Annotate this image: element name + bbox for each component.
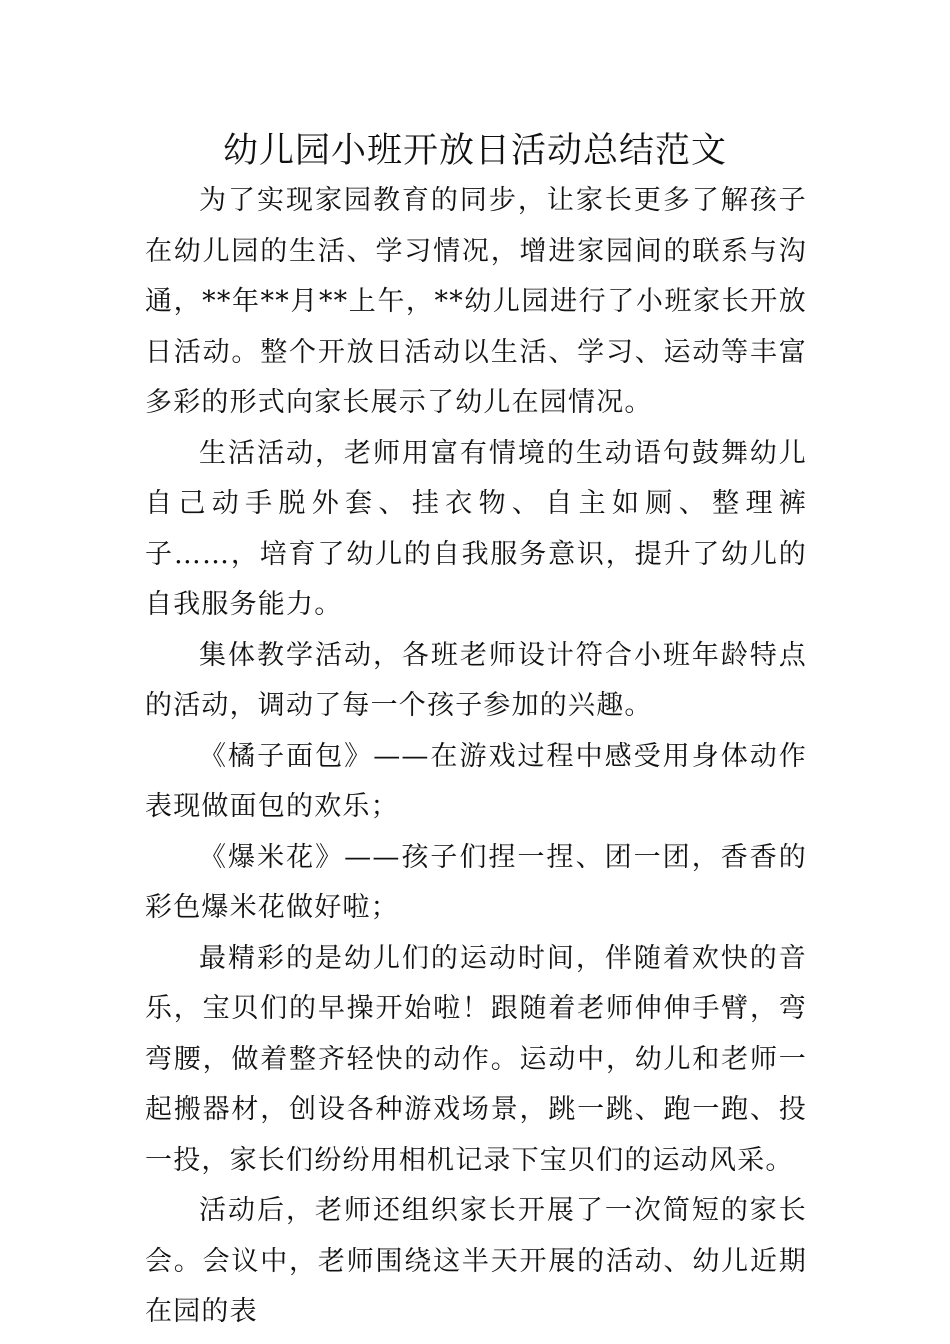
paragraph-teaching-activity: 集体教学活动，各班老师设计符合小班年龄特点的活动，调动了每一个孩子参加的兴趣。: [145, 639, 807, 721]
document-body: [145, 176, 807, 1338]
paragraph-sports-time: 最精彩的是幼儿们的运动时间，伴随着欢快的音乐，宝贝们的早操开始啦！跟随着老师伸伸手臂，弯弯腰，做着整齐轻快的动作。运动中，幼儿和老师一起搬器材，创设各种游戏场景，跳一跳、跑一跑、投一投，家长们纷纷用相机记录下宝贝们的运动风采。: [145, 942, 807, 1176]
paragraph-intro: 为了实现家园教育的同步，让家长更多了解孩子在幼儿园的生活、学习情况，增进家园间的联系与沟通，**年**月**上午，**幼儿园进行了小班家长开放日活动。整个开放日活动以生活、学习、运动等丰富多彩的形式向家长展示了幼儿在园情况。: [145, 185, 807, 418]
paragraph-life-activity: 生活活动，老师用富有情境的生动语句鼓舞幼儿自己动手脱外套、挂衣物、自主如厕、整理裤子……，培育了幼儿的自我服务意识，提升了幼儿的自我服务能力。: [145, 437, 807, 620]
paragraph-popcorn: 《爆米花》——孩子们捏一捏、团一团，香香的彩色爆米花做好啦；: [145, 841, 807, 923]
paragraph-parent-meeting: 活动后，老师还组织家长开展了一次简短的家长会。会议中，老师围绕这半天开展的活动、幼儿近期在园的表: [145, 1195, 807, 1327]
paragraph-orange-bread: 《橘子面包》——在游戏过程中感受用身体动作表现做面包的欢乐；: [145, 740, 807, 822]
document-title: 幼儿园小班开放日活动总结范文: [222, 131, 727, 171]
